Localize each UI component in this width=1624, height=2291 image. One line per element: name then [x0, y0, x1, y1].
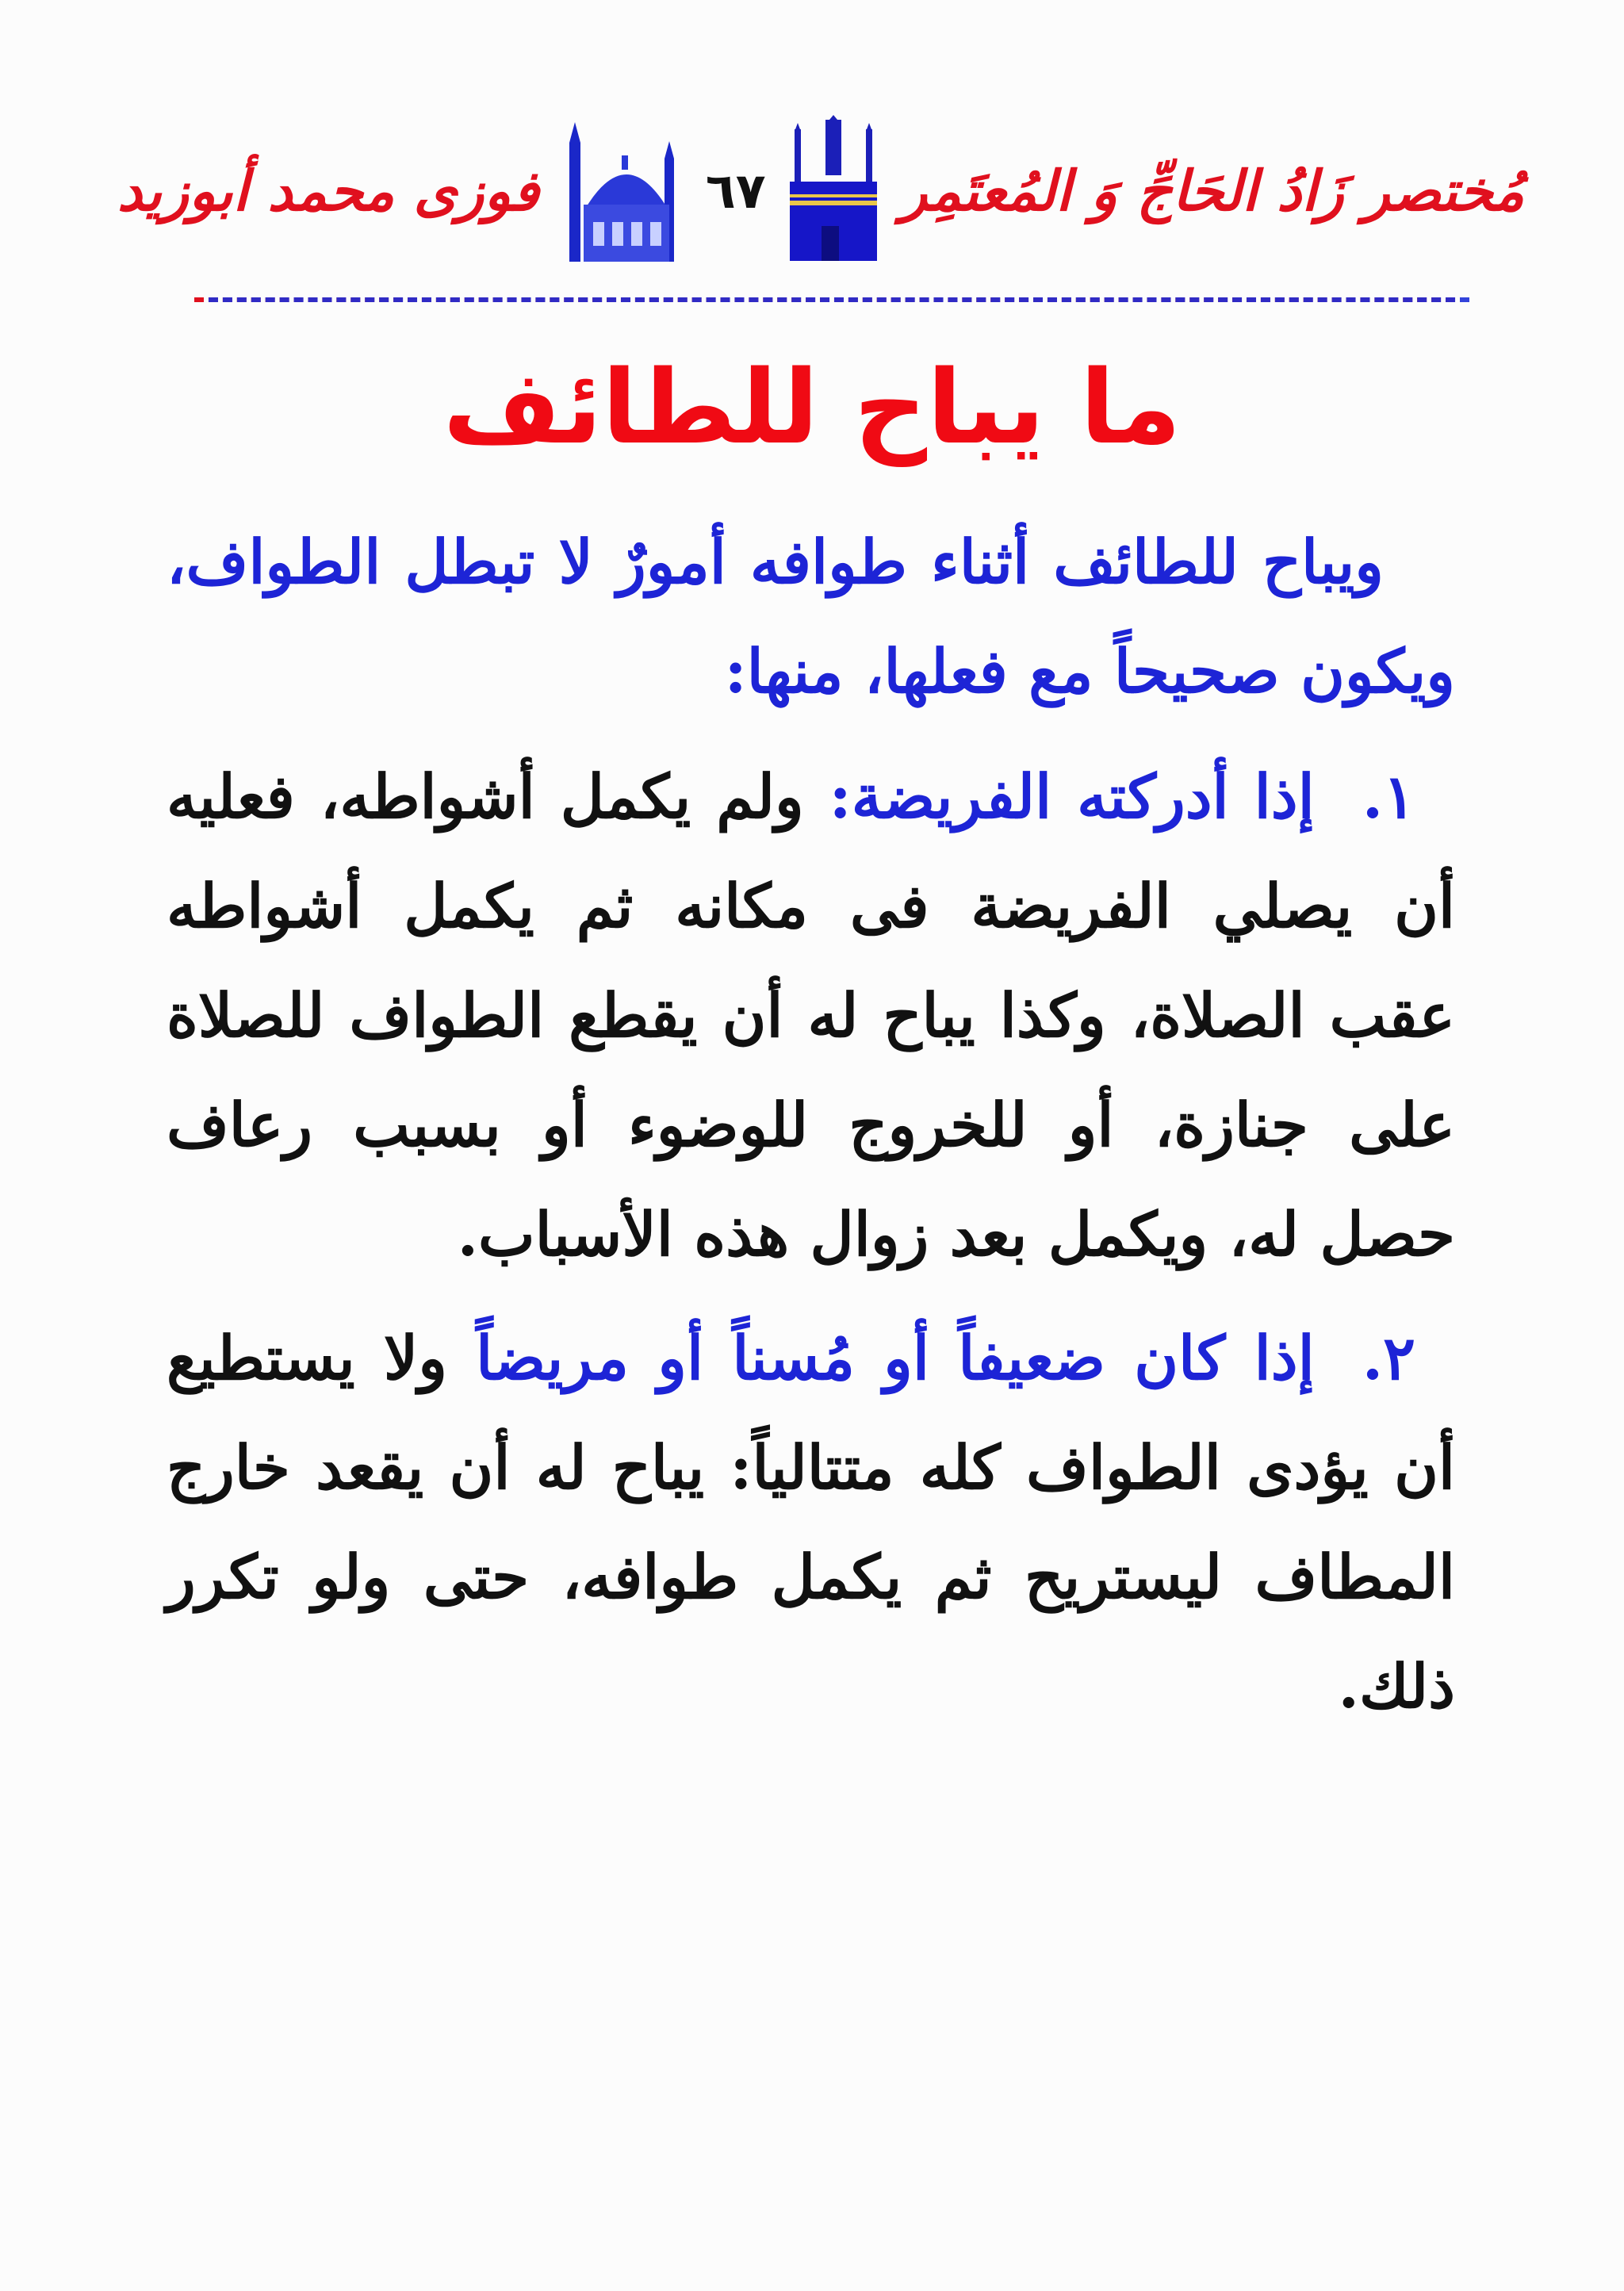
list-item-body: ولم يكمل أشواطه، فعليه أن يصلي الفريضة فى مكانه ثم يكمل أشواطه عقب الصلاة، وكذا يباح له أن يقطع الطواف للصلاة على جنازة، أو للخروج للوضوء أو بسبب رعاف حصل له، ويكمل بعد زوال هذه الأسباب.	[167, 761, 1455, 1270]
header-divider	[194, 297, 1455, 302]
page-title: ما يباح للطائف	[442, 349, 1182, 467]
page-number: ٦٧	[705, 161, 766, 220]
intro-paragraph: ويباح للطائف أثناء طوافه أمورٌ لا تبطل الطواف، ويكون صحيحاً مع فعلها، منها:	[167, 527, 1455, 707]
list-item-heading: إذا كان ضعيفاً أو مُسناً أو مريضاً	[476, 1323, 1315, 1393]
kaaba-icon	[790, 115, 877, 266]
list-item-number: ١.	[1362, 761, 1415, 832]
mosque-icon	[563, 111, 682, 270]
main-content	[167, 508, 1455, 1756]
author-name: فوزى محمد أبوزيد	[117, 157, 539, 224]
list-item-number: ٢.	[1362, 1323, 1415, 1393]
page-header	[117, 95, 1525, 285]
list-item	[167, 742, 1455, 1289]
book-title: مُختصر زَادُ الحَاجِّ وَ المُعتَمِر	[900, 157, 1525, 224]
list-item-body: ولا يستطيع أن يؤدى الطواف كله متتالياً: يباح له أن يقعد خارج المطاف ليستريح ثم يكمل طوافه، حتى ولو تكرر ذلك.	[167, 1323, 1455, 1722]
list-item	[167, 1304, 1455, 1741]
list-item-heading: إذا أدركته الفريضة:	[829, 761, 1315, 832]
